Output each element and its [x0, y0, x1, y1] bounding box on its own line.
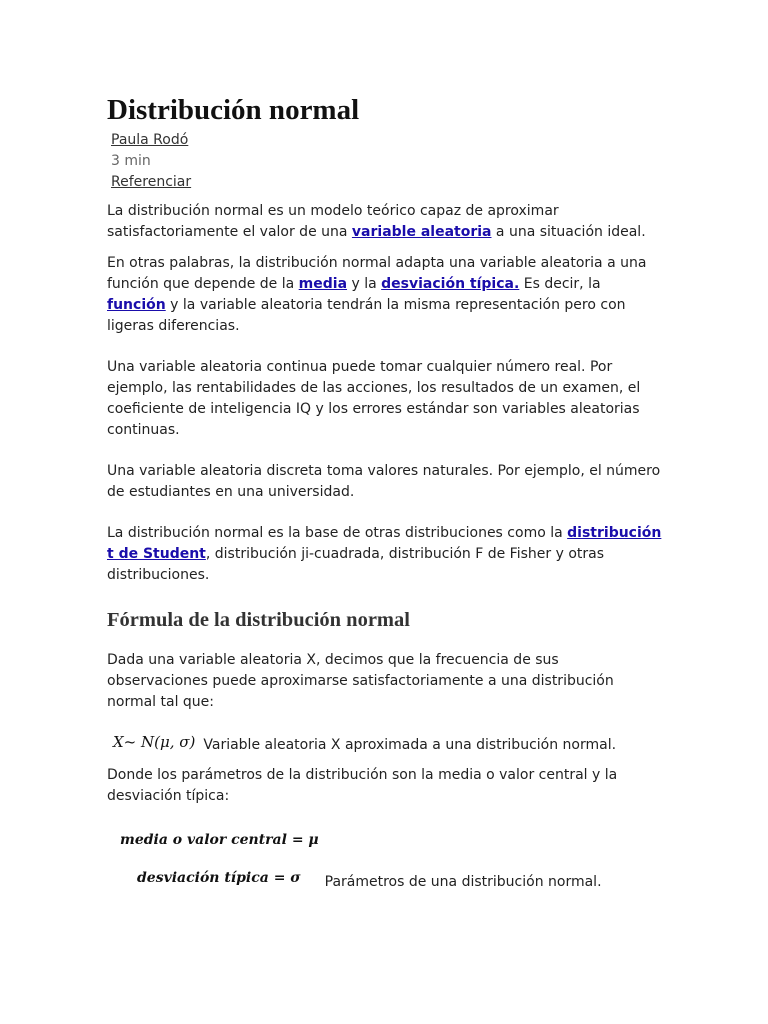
text-segment: La distribución normal es la base de otras distribuciones como la: [107, 525, 568, 541]
text-segment: La distribución normal es un modelo teórico capaz de aproximar satisfactoriamente el valor de una: [107, 203, 559, 240]
paragraph-continuous: Una variable aleatoria continua puede tomar cualquier número real. Por ejemplo, las rentabilidades de las acciones, los resultados de un examen, el coeficiente de inteligencia IQ y los errores estándar son variables aleatorias continuas.: [107, 359, 641, 438]
formula-media: media o valor central = μ: [120, 832, 319, 848]
text-segment: En otras palabras, la distribución normal adapta una variable aleatoria a una función que depende de la: [107, 255, 647, 292]
cite-link[interactable]: Referenciar: [111, 174, 192, 190]
author-link[interactable]: Paula Rodó: [111, 132, 189, 148]
variable-aleatoria-link[interactable]: variable aleatoria: [351, 224, 492, 240]
formula-normal: X~ N(μ, σ): [113, 733, 196, 751]
params-caption: Parámetros de una distribución normal.: [324, 874, 602, 890]
formula-row-sigma: [107, 868, 662, 889]
media-link[interactable]: media: [298, 276, 348, 292]
article: [107, 92, 662, 889]
section-heading: Fórmula de la distribución normal: [107, 609, 410, 631]
page-title: Distribución normal: [107, 94, 360, 126]
text-segment: a una situación ideal.: [491, 224, 646, 240]
formula-caption: Variable aleatoria X aproximada a una distribución normal.: [203, 737, 617, 753]
formula-sigma: desviación típica = σ: [137, 870, 301, 886]
paragraph-definition: [107, 253, 662, 337]
paragraph-formula-intro: Dada una variable aleatoria X, decimos que la frecuencia de sus observaciones puede aproximarse satisfactoriamente a una distribución normal tal que:: [107, 652, 614, 710]
paragraph-discrete: Una variable aleatoria discreta toma valores naturales. Por ejemplo, el número de estudiantes en una universidad.: [107, 463, 661, 500]
text-segment: , distribución ji-cuadrada, distribución F de Fisher y otras distribuciones.: [107, 546, 605, 583]
paragraph-intro: [107, 201, 662, 243]
desviacion-tipica-link[interactable]: desviación típica.: [381, 276, 520, 292]
paragraph-params-intro: Donde los parámetros de la distribución son la media o valor central y la desviación típica:: [107, 767, 618, 804]
text-segment: y la variable aleatoria tendrán la misma representación pero con ligeras diferencias.: [107, 297, 626, 334]
funcion-link[interactable]: función: [107, 297, 166, 313]
t-student-link[interactable]: distribución t de Student: [107, 525, 662, 562]
text-segment: Es decir, la: [519, 276, 601, 292]
formula-row: [107, 735, 662, 756]
text-segment: y la: [347, 276, 382, 292]
read-time: 3 min: [111, 153, 151, 169]
article-meta: [111, 130, 662, 193]
paragraph-other-distributions: [107, 523, 662, 586]
